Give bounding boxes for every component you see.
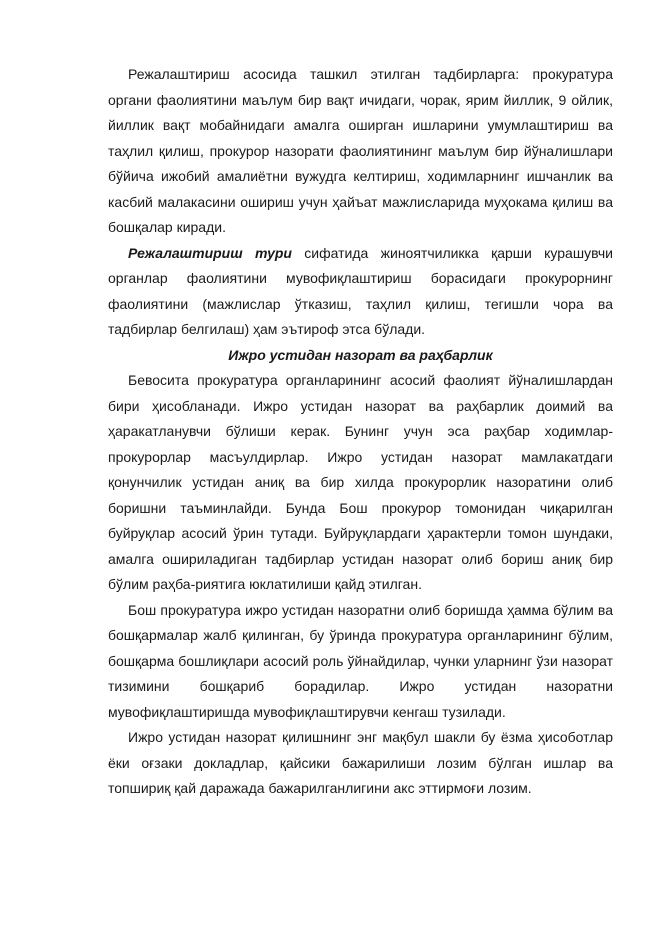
section-heading: Ижро устидан назорат ва раҳбарлик xyxy=(228,346,493,363)
paragraph-execution-control: Бевосита прокуратура органларининг асосий фаолият йўналишлардан бири ҳисобланади. Ижро устидан назорат ва раҳбарлик доимий ва ҳаракатланувчи бўлиши керак. Бунинг учун эса раҳбар ходимлар-прокурорлар масъулдирлар. Ижро устидан назорат мамлакатдаги қонунчилик устидан аниқ ва бир хилда прокурорлик назоратини олиб боришни таъминлайди. Бунда Бош прокурор томонидан чиқарилган буйруқлар асосий ўрин тутади. Буйруқлардаги ҳарактерли томон шундаки, амалга ошириладиган тадбирлар устидан назорат олиб бориш аниқ бир бўлим раҳба-риятига юклатилиши қайд этилган. xyxy=(108,372,613,592)
paragraph-reporting-forms: Ижро устидан назорат қилишнинг энг мақбул шакли бу ёзма ҳисоботлар ёки оғзаки докладлар, қайсики бажарилиши лозим бўлган ишлар ва топшириқ қай даражада бажарилганлигини акс эттирмоғи лозим. xyxy=(108,729,613,796)
planning-type-term: Режалаштириш тури xyxy=(128,244,292,261)
paragraph-planning-measures: Режалаштириш асосида ташкил этилган тадбирларга: прокуратура органи фаолиятини маълум бир вақт ичидаги, чорак, ярим йиллик, 9 ойлик, йиллик вақт мобайнидаги амалга оширган ишларини умумлаштириш ва таҳлил қилиш, прокурор назорати фаолиятининг маълум бир йўналишлари бўйича ижобий амалиётни вужудга келтириш, ходимларнинг ишчанлик ва касбий малакасини ошириш учун ҳайъат мажлисларида муҳокама қилиш ва бошқалар киради. xyxy=(108,66,613,235)
document-body xyxy=(108,62,613,802)
paragraph-planning-type xyxy=(108,241,613,343)
paragraph-general-prosecutor: Бош прокуратура ижро устидан назоратни олиб боришда ҳамма бўлим ва бошқармалар жалб қилинган, бу ўринда прокуратура органларининг бўлим, бошқарма бошлиқлари асосий роль ўйнайдилар, чунки уларнинг ўзи назорат тизимини бошқариб борадилар. Ижро устидан назоратни мувофиқлаштиришда мувофиқлаштирувчи кенгаш тузилади. xyxy=(108,601,613,720)
planning-type-text: сифатида жиноятчиликка қарши курашувчи органлар фаолиятини мувофиқлаштириш борасидаги прокурорнинг фаолиятини (мажлислар ўтказиш, таҳлил қилиш, тегишли чора ва тадбирлар белгилаш) ҳам эътироф этса бўлади. xyxy=(108,244,613,337)
